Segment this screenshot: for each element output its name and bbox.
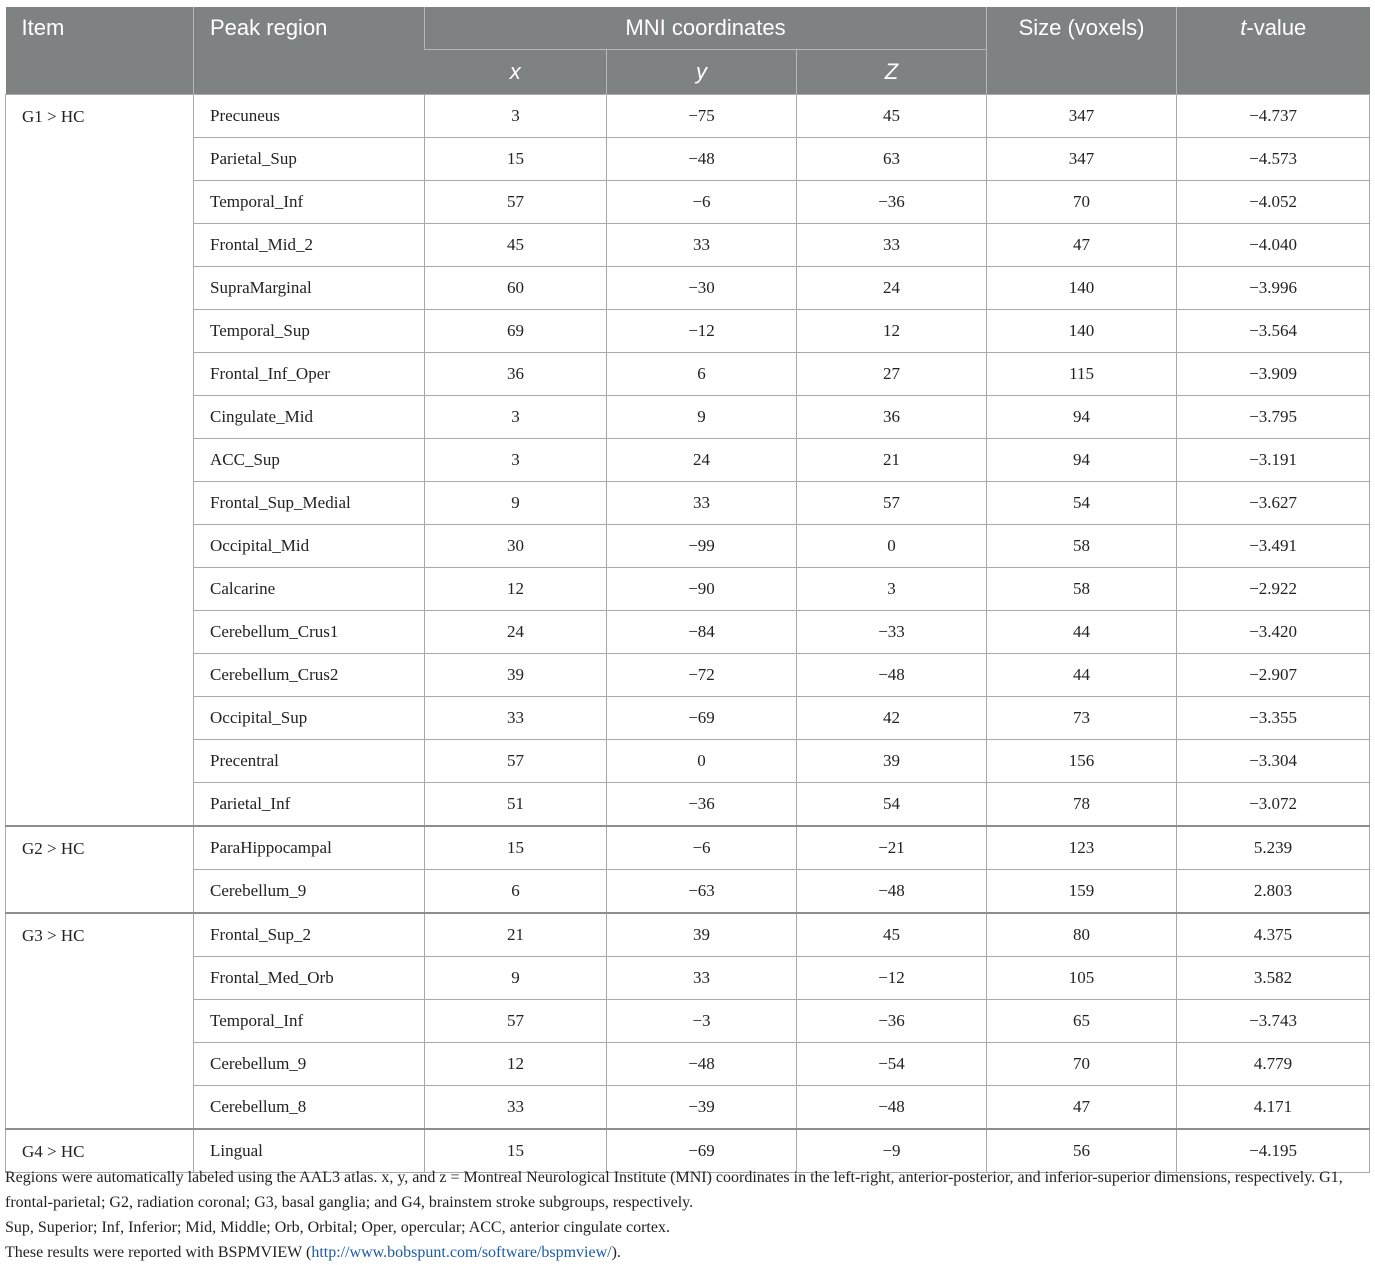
z-cell: −36	[797, 1000, 987, 1043]
header-t-italic: t	[1240, 15, 1247, 40]
t-value-cell: −3.304	[1177, 740, 1370, 783]
region-cell: Frontal_Sup_Medial	[194, 482, 425, 525]
x-cell: 57	[425, 1000, 607, 1043]
table-row	[6, 783, 1370, 827]
x-cell: 12	[425, 1043, 607, 1086]
x-cell: 51	[425, 783, 607, 827]
y-cell: 33	[607, 957, 797, 1000]
size-cell: 94	[987, 396, 1177, 439]
region-cell: Cerebellum_9	[194, 870, 425, 914]
y-cell: −63	[607, 870, 797, 914]
table-row	[6, 697, 1370, 740]
t-value-cell: −3.564	[1177, 310, 1370, 353]
header-peak-region: Peak region	[194, 7, 425, 95]
size-cell: 105	[987, 957, 1177, 1000]
y-cell: −75	[607, 95, 797, 138]
t-value-cell: 4.375	[1177, 913, 1370, 957]
t-value-cell: −3.627	[1177, 482, 1370, 525]
size-cell: 140	[987, 267, 1177, 310]
t-value-cell: −3.743	[1177, 1000, 1370, 1043]
x-cell: 3	[425, 396, 607, 439]
x-cell: 12	[425, 568, 607, 611]
z-cell: 36	[797, 396, 987, 439]
table-row	[6, 1000, 1370, 1043]
z-cell: −21	[797, 826, 987, 870]
size-cell: 123	[987, 826, 1177, 870]
table-row	[6, 870, 1370, 914]
table-row	[6, 1086, 1370, 1130]
footnote-atlas: Regions were automatically labeled using the AAL3 atlas. x, y, and z = Montreal Neurological Institute (MNI) coordinates in the left-right, anterior-posterior, and inferior-superior dimensions, respectively. G1, frontal-parietal; G2, radiation coronal; G3, basal ganglia; and G4, brainstem stroke subgroups, respectively.	[5, 1169, 1343, 1211]
t-value-cell: 5.239	[1177, 826, 1370, 870]
z-cell: −9	[797, 1129, 987, 1173]
region-cell: Temporal_Inf	[194, 181, 425, 224]
x-cell: 57	[425, 181, 607, 224]
y-cell: 6	[607, 353, 797, 396]
region-cell: Parietal_Sup	[194, 138, 425, 181]
footnote-software	[5, 1240, 1369, 1265]
y-cell: 33	[607, 482, 797, 525]
header-z: Z	[797, 50, 987, 95]
z-cell: 45	[797, 913, 987, 957]
x-cell: 24	[425, 611, 607, 654]
table-row	[6, 1043, 1370, 1086]
table-row	[6, 957, 1370, 1000]
table-row	[6, 826, 1370, 870]
size-cell: 70	[987, 1043, 1177, 1086]
y-cell: −48	[607, 1043, 797, 1086]
x-cell: 33	[425, 1086, 607, 1130]
z-cell: −33	[797, 611, 987, 654]
y-cell: −39	[607, 1086, 797, 1130]
z-cell: 42	[797, 697, 987, 740]
size-cell: 73	[987, 697, 1177, 740]
table-row	[6, 353, 1370, 396]
region-cell: Cerebellum_9	[194, 1043, 425, 1086]
t-value-cell: −4.040	[1177, 224, 1370, 267]
size-cell: 115	[987, 353, 1177, 396]
group-item-cell: G3 > HC	[6, 913, 194, 1129]
t-value-cell: −3.909	[1177, 353, 1370, 396]
header-y: y	[607, 50, 797, 95]
y-cell: 24	[607, 439, 797, 482]
table-row	[6, 654, 1370, 697]
table-row	[6, 224, 1370, 267]
bspmview-link[interactable]: http://www.bobspunt.com/software/bspmview/	[311, 1244, 612, 1261]
size-cell: 347	[987, 95, 1177, 138]
size-cell: 44	[987, 654, 1177, 697]
z-cell: 45	[797, 95, 987, 138]
size-cell: 54	[987, 482, 1177, 525]
header-mni-coordinates: MNI coordinates	[425, 7, 987, 50]
z-cell: −12	[797, 957, 987, 1000]
region-cell: SupraMarginal	[194, 267, 425, 310]
y-cell: −69	[607, 697, 797, 740]
table-row	[6, 181, 1370, 224]
y-cell: −12	[607, 310, 797, 353]
y-cell: −6	[607, 181, 797, 224]
t-value-cell: 4.171	[1177, 1086, 1370, 1130]
x-cell: 15	[425, 1129, 607, 1173]
header-item: Item	[6, 7, 194, 95]
footnote-software-prefix: These results were reported with BSPMVIEW (	[5, 1244, 312, 1261]
x-cell: 15	[425, 826, 607, 870]
y-cell: −6	[607, 826, 797, 870]
size-cell: 47	[987, 1086, 1177, 1130]
x-cell: 57	[425, 740, 607, 783]
t-value-cell: −4.195	[1177, 1129, 1370, 1173]
region-cell: Precuneus	[194, 95, 425, 138]
table-header	[6, 7, 1370, 95]
table-row	[6, 913, 1370, 957]
x-cell: 36	[425, 353, 607, 396]
table-row	[6, 396, 1370, 439]
t-value-cell: −3.355	[1177, 697, 1370, 740]
header-t-value	[1177, 7, 1370, 95]
z-cell: 12	[797, 310, 987, 353]
t-value-cell: −3.491	[1177, 525, 1370, 568]
y-cell: −36	[607, 783, 797, 827]
z-cell: 63	[797, 138, 987, 181]
z-cell: 27	[797, 353, 987, 396]
table-row	[6, 740, 1370, 783]
y-cell: −69	[607, 1129, 797, 1173]
footnote-software-suffix: ).	[611, 1244, 621, 1261]
t-value-cell: −4.573	[1177, 138, 1370, 181]
x-cell: 6	[425, 870, 607, 914]
region-cell: Occipital_Sup	[194, 697, 425, 740]
table-row	[6, 310, 1370, 353]
x-cell: 9	[425, 957, 607, 1000]
region-cell: Lingual	[194, 1129, 425, 1173]
size-cell: 58	[987, 568, 1177, 611]
table-body	[6, 95, 1370, 1173]
z-cell: 3	[797, 568, 987, 611]
x-cell: 33	[425, 697, 607, 740]
results-table	[5, 7, 1370, 1173]
size-cell: 44	[987, 611, 1177, 654]
results-table-container	[5, 7, 1369, 1173]
table-row	[6, 482, 1370, 525]
y-cell: 39	[607, 913, 797, 957]
region-cell: Temporal_Inf	[194, 1000, 425, 1043]
table-row	[6, 568, 1370, 611]
table-row	[6, 138, 1370, 181]
region-cell: Frontal_Sup_2	[194, 913, 425, 957]
t-value-cell: −3.072	[1177, 783, 1370, 827]
z-cell: 54	[797, 783, 987, 827]
size-cell: 80	[987, 913, 1177, 957]
size-cell: 159	[987, 870, 1177, 914]
size-cell: 56	[987, 1129, 1177, 1173]
size-cell: 347	[987, 138, 1177, 181]
x-cell: 45	[425, 224, 607, 267]
size-cell: 140	[987, 310, 1177, 353]
t-value-cell: −3.795	[1177, 396, 1370, 439]
group-item-cell: G4 > HC	[6, 1129, 194, 1173]
x-cell: 60	[425, 267, 607, 310]
z-cell: −54	[797, 1043, 987, 1086]
z-cell: 33	[797, 224, 987, 267]
z-cell: −48	[797, 1086, 987, 1130]
region-cell: ACC_Sup	[194, 439, 425, 482]
z-cell: 57	[797, 482, 987, 525]
header-x: x	[425, 50, 607, 95]
size-cell: 58	[987, 525, 1177, 568]
region-cell: Frontal_Med_Orb	[194, 957, 425, 1000]
region-cell: Cerebellum_Crus2	[194, 654, 425, 697]
table-row	[6, 611, 1370, 654]
table-footnotes	[5, 1165, 1369, 1265]
y-cell: −3	[607, 1000, 797, 1043]
group-item-cell: G2 > HC	[6, 826, 194, 913]
size-cell: 94	[987, 439, 1177, 482]
y-cell: 33	[607, 224, 797, 267]
region-cell: Frontal_Inf_Oper	[194, 353, 425, 396]
t-value-cell: 3.582	[1177, 957, 1370, 1000]
y-cell: 0	[607, 740, 797, 783]
x-cell: 9	[425, 482, 607, 525]
region-cell: Cingulate_Mid	[194, 396, 425, 439]
x-cell: 21	[425, 913, 607, 957]
t-value-cell: 4.779	[1177, 1043, 1370, 1086]
region-cell: Cerebellum_8	[194, 1086, 425, 1130]
x-cell: 69	[425, 310, 607, 353]
y-cell: −84	[607, 611, 797, 654]
size-cell: 65	[987, 1000, 1177, 1043]
t-value-cell: −2.922	[1177, 568, 1370, 611]
header-t-rest: -value	[1246, 15, 1307, 40]
footnote-abbreviations: Sup, Superior; Inf, Inferior; Mid, Middle; Orb, Orbital; Oper, opercular; ACC, anterior cingulate cortex.	[5, 1219, 670, 1236]
z-cell: 39	[797, 740, 987, 783]
z-cell: −48	[797, 870, 987, 914]
t-value-cell: 2.803	[1177, 870, 1370, 914]
size-cell: 156	[987, 740, 1177, 783]
t-value-cell: −3.191	[1177, 439, 1370, 482]
t-value-cell: −3.996	[1177, 267, 1370, 310]
x-cell: 39	[425, 654, 607, 697]
group-item-cell: G1 > HC	[6, 95, 194, 827]
region-cell: Temporal_Sup	[194, 310, 425, 353]
x-cell: 3	[425, 95, 607, 138]
region-cell: Calcarine	[194, 568, 425, 611]
t-value-cell: −4.052	[1177, 181, 1370, 224]
y-cell: −72	[607, 654, 797, 697]
region-cell: Cerebellum_Crus1	[194, 611, 425, 654]
y-cell: −30	[607, 267, 797, 310]
y-cell: −90	[607, 568, 797, 611]
table-row	[6, 439, 1370, 482]
y-cell: −48	[607, 138, 797, 181]
region-cell: Parietal_Inf	[194, 783, 425, 827]
z-cell: 24	[797, 267, 987, 310]
y-cell: 9	[607, 396, 797, 439]
header-size: Size (voxels)	[987, 7, 1177, 95]
x-cell: 15	[425, 138, 607, 181]
table-row	[6, 267, 1370, 310]
y-cell: −99	[607, 525, 797, 568]
region-cell: Precentral	[194, 740, 425, 783]
z-cell: −36	[797, 181, 987, 224]
t-value-cell: −2.907	[1177, 654, 1370, 697]
x-cell: 3	[425, 439, 607, 482]
size-cell: 70	[987, 181, 1177, 224]
region-cell: ParaHippocampal	[194, 826, 425, 870]
z-cell: −48	[797, 654, 987, 697]
z-cell: 0	[797, 525, 987, 568]
size-cell: 78	[987, 783, 1177, 827]
table-row	[6, 525, 1370, 568]
x-cell: 30	[425, 525, 607, 568]
table-row	[6, 95, 1370, 138]
t-value-cell: −3.420	[1177, 611, 1370, 654]
region-cell: Frontal_Mid_2	[194, 224, 425, 267]
region-cell: Occipital_Mid	[194, 525, 425, 568]
z-cell: 21	[797, 439, 987, 482]
t-value-cell: −4.737	[1177, 95, 1370, 138]
size-cell: 47	[987, 224, 1177, 267]
